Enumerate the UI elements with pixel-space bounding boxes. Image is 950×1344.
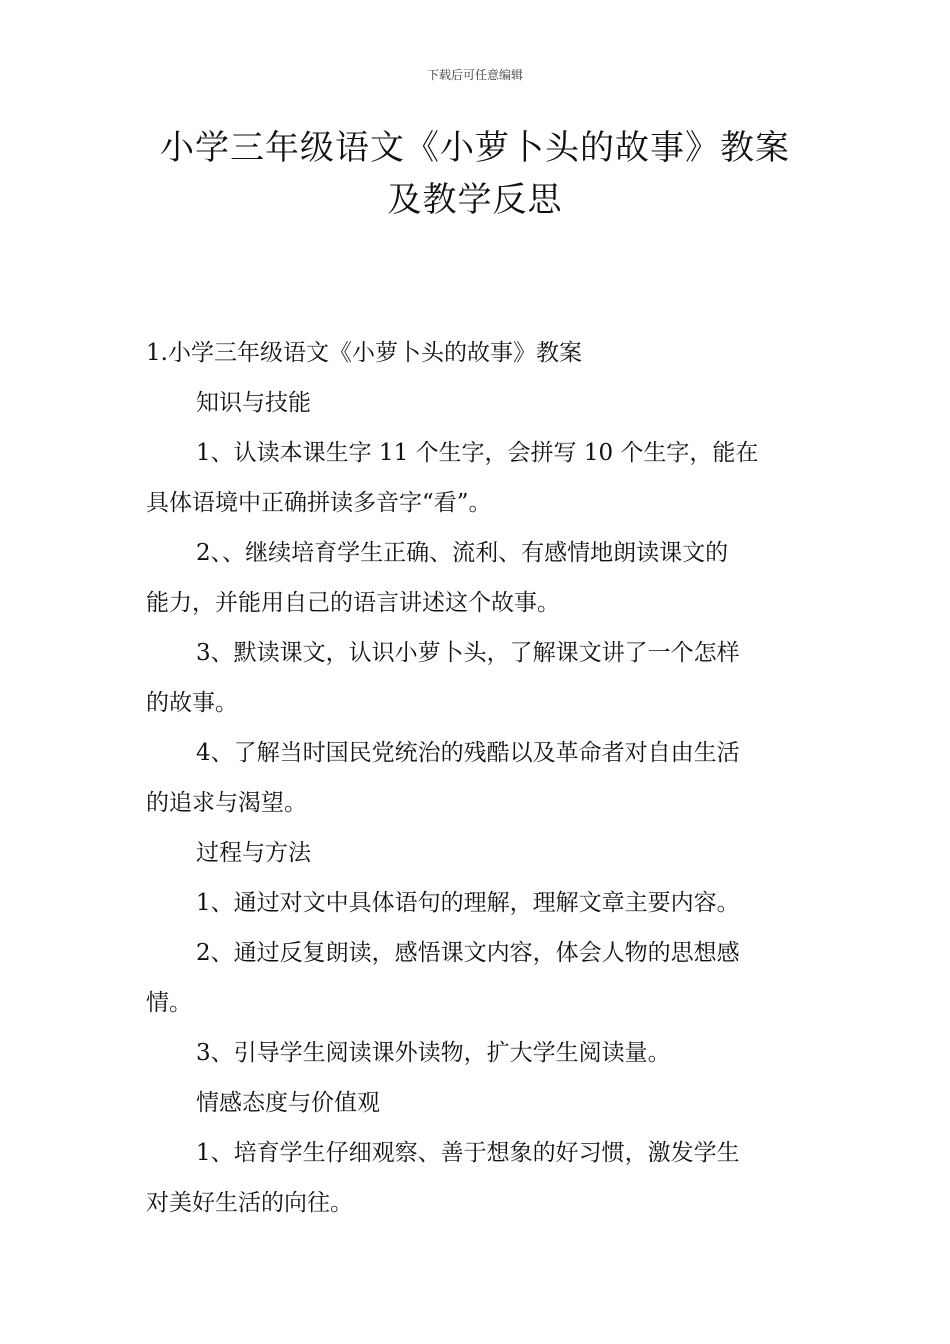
- section-heading: 1.小学三年级语文《小萝卜头的故事》教案: [146, 340, 582, 366]
- process-item-2-line-1: 2、通过反复朗读，感悟课文内容，体会人物的思想感: [196, 940, 740, 966]
- attitude-item-1-line-2: 对美好生活的向往。: [146, 1190, 353, 1216]
- knowledge-item-2-line-2: 能力，并能用自己的语言讲述这个故事。: [146, 590, 560, 616]
- knowledge-item-2-line-1: 2、、继续培育学生正确、流利、有感情地朗读课文的: [196, 540, 729, 566]
- document-title: [100, 122, 850, 226]
- title-line-1: 小学三年级语文《小萝卜头的故事》教案: [160, 128, 790, 168]
- header-note: 下载后可任意编辑: [426, 68, 523, 82]
- attitude-heading: 情感态度与价值观: [196, 1090, 380, 1116]
- document-body: [146, 328, 810, 1228]
- process-item-2-line-2: 情。: [146, 990, 192, 1016]
- process-heading: 过程与方法: [196, 840, 311, 866]
- knowledge-item-3-line-2: 的故事。: [146, 690, 238, 716]
- knowledge-item-4-line-2: 的追求与渴望。: [146, 790, 307, 816]
- process-item-3: 3、引导学生阅读课外读物，扩大学生阅读量。: [196, 1040, 671, 1066]
- attitude-item-1-line-1: 1、培育学生仔细观察、善于想象的好习惯，激发学生: [196, 1140, 740, 1166]
- knowledge-item-1-line-1: 1、认读本课生字 11 个生字，会拼写 10 个生字，能在: [196, 440, 759, 466]
- knowledge-item-1-line-2: 具体语境中正确拼读多音字“看”。: [146, 490, 492, 516]
- knowledge-heading: 知识与技能: [196, 390, 311, 416]
- knowledge-item-4-line-1: 4、了解当时国民党统治的残酷以及革命者对自由生活: [196, 740, 740, 766]
- process-item-1: 1、通过对文中具体语句的理解，理解文章主要内容。: [196, 890, 740, 916]
- knowledge-item-3-line-1: 3、默读课文，认识小萝卜头，了解课文讲了一个怎样: [196, 640, 740, 666]
- title-line-2: 及教学反思: [387, 180, 563, 220]
